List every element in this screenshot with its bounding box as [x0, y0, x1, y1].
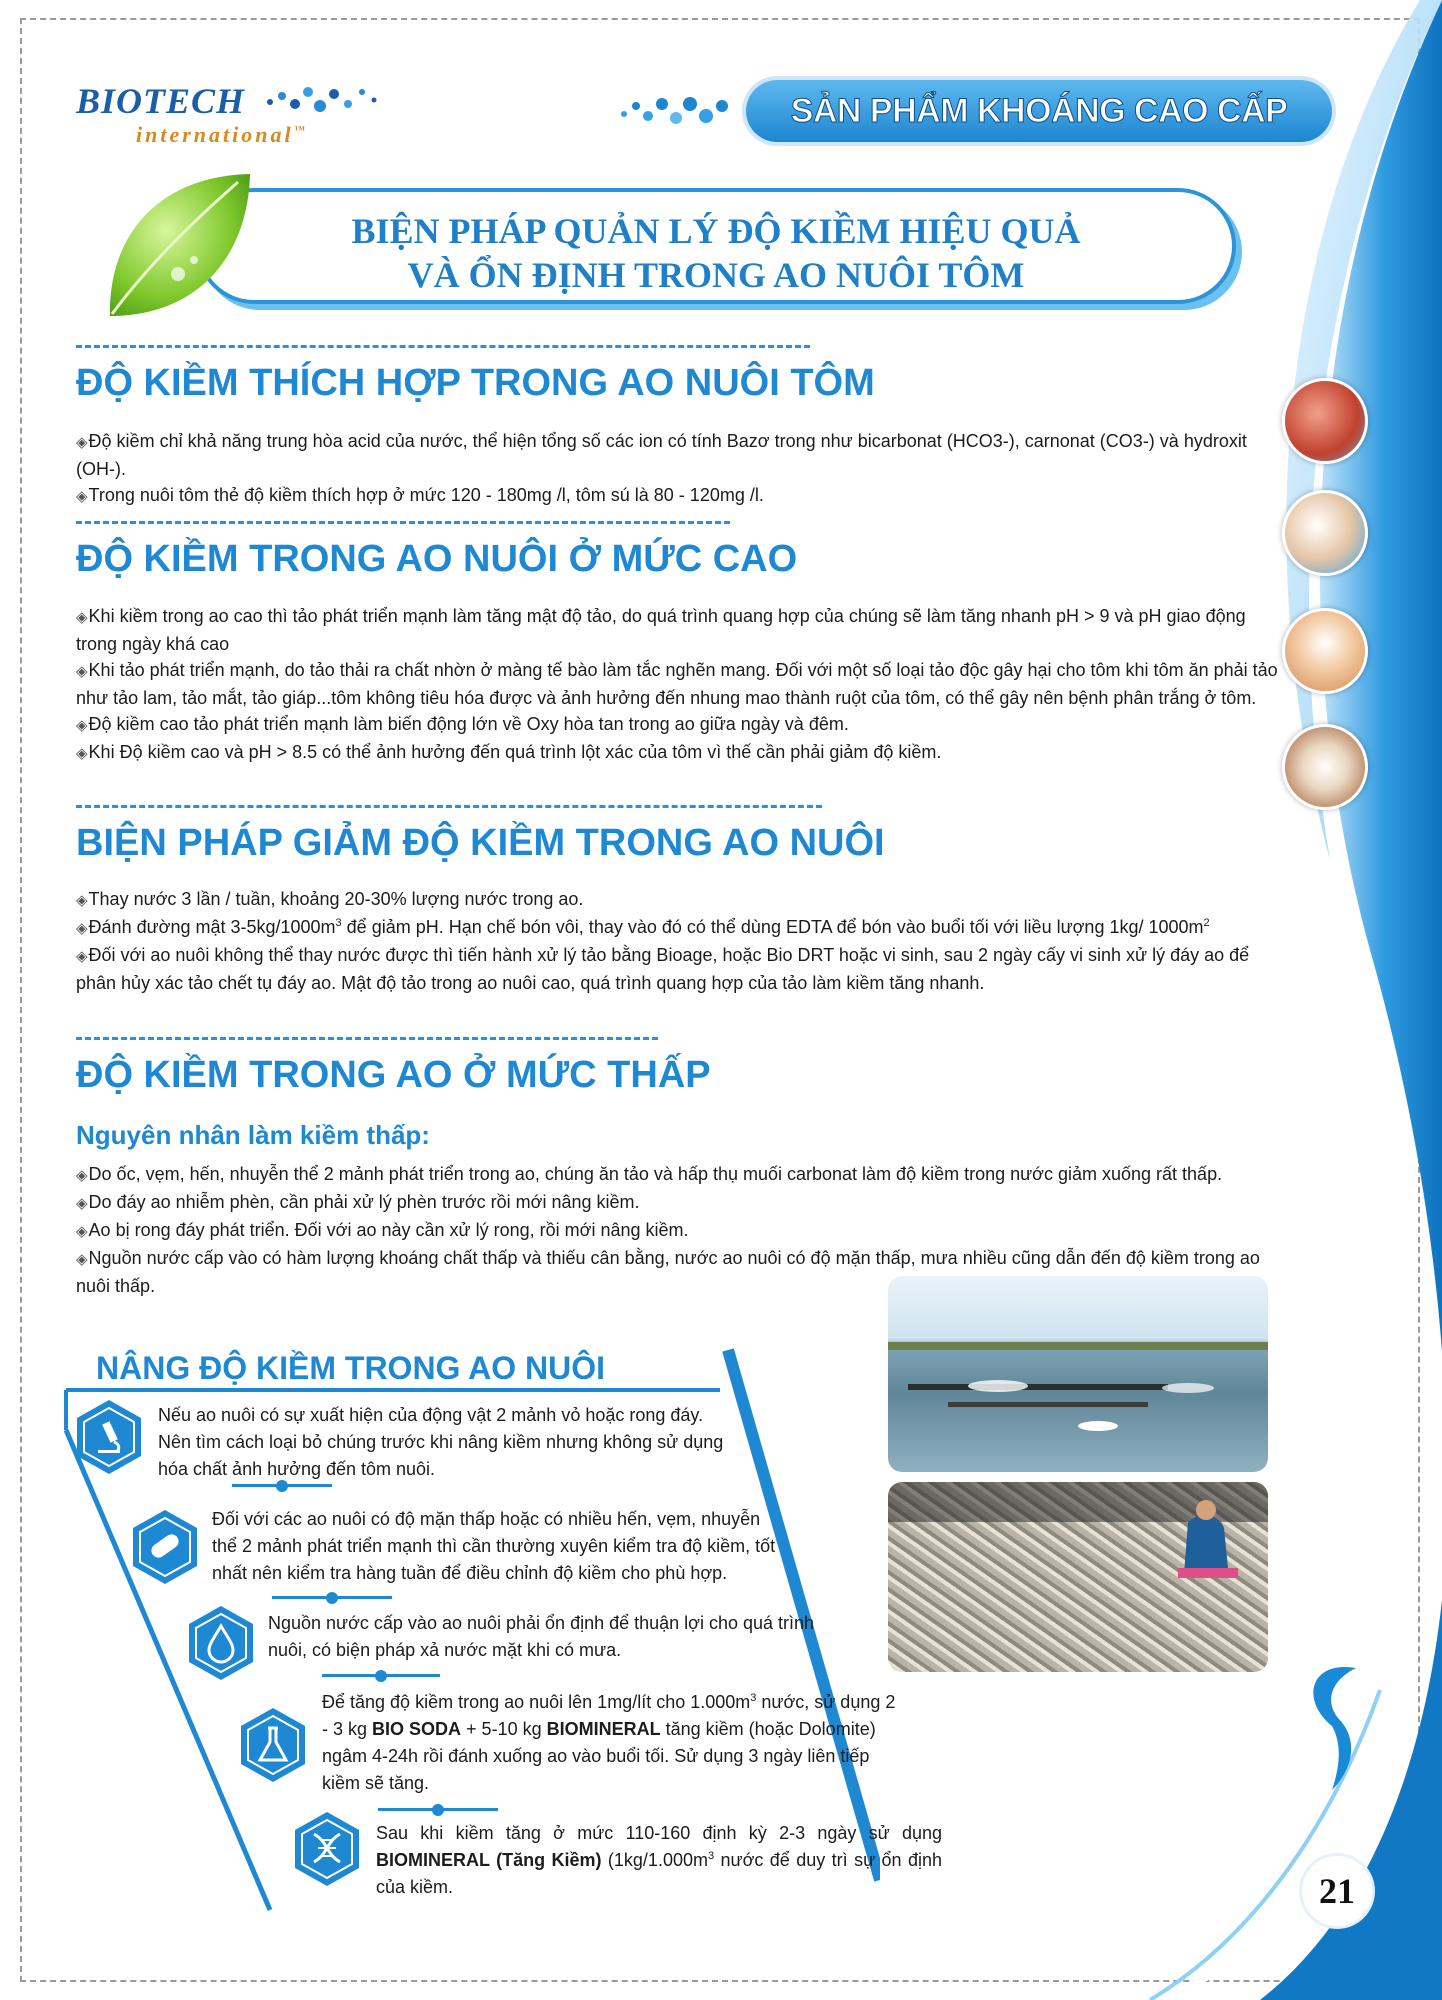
section-body-suitable: [76, 428, 1286, 510]
bullet-item: [76, 428, 1286, 482]
bullet-item: [76, 942, 1286, 996]
diamond-bullet-icon: ◈: [76, 948, 88, 965]
bullet-text: để giảm pH. Hạn chế bón vôi, thay vào đó có thể dùng EDTA để bón vào buổi tối với liều lượng 1kg/ 1000m: [341, 917, 1204, 937]
bullet-item: [76, 1189, 1286, 1217]
bullet-item: [76, 657, 1286, 711]
diamond-bullet-icon: ◈: [76, 892, 88, 909]
banner-dots-icon: [618, 86, 738, 136]
microscope-icon: [74, 1398, 144, 1476]
category-banner: [746, 80, 1332, 142]
capsule-icon: [130, 1508, 200, 1586]
diamond-bullet-icon: ◈: [76, 745, 88, 762]
step-connector: [378, 1808, 498, 1811]
diamond-bullet-icon: ◈: [76, 1167, 88, 1184]
step-connector: [322, 1674, 440, 1677]
bullet-item: [76, 886, 1286, 914]
flask-icon: [238, 1706, 308, 1784]
diamond-bullet-icon: ◈: [76, 609, 88, 626]
product-biomineral: BIOMINERAL (Tăng Kiềm): [376, 1850, 602, 1870]
section-heading-suitable: ĐỘ KIỀM THÍCH HỢP TRONG AO NUÔI TÔM: [76, 362, 875, 404]
product-bio-soda: BIO SODA: [372, 1719, 462, 1739]
superscript: 3: [707, 1850, 715, 1862]
step-text: nước để duy trì sự ổn định của kiềm.: [376, 1850, 942, 1897]
step-text: Để tăng độ kiềm trong ao nuôi lên 1mg/lít cho 1.000m: [322, 1692, 751, 1712]
bullet-text: Khi kiềm trong ao cao thì tảo phát triển mạnh làm tăng mật độ tảo, do quá trình quang hợp của chúng sẽ làm tăng nhanh pH > 9 và pH giao động trong ngày khá cao: [76, 606, 1246, 654]
section-divider: [76, 805, 822, 808]
title-line-2: VÀ ỔN ĐỊNH TRONG AO NUÔI TÔM: [407, 255, 1025, 295]
bullet-text: Khi tảo phát triển mạnh, do tảo thải ra chất nhờn ở màng tế bào làm tắc nghẽn mang. Đối với một số loại tảo độc gây hại cho tôm khi tôm ăn phải tảo như tảo lam, tảo mắt, tảo giáp...tôm không tiêu hóa được và ảnh hưởng đến nhung mao thành ruột của tôm, có thể gây nên bệnh phân trắng ở tôm.: [76, 660, 1278, 708]
step-text: tăng kiềm (hoặc Dolomite) ngâm 4-24h rồi đánh xuống ao vào buổi tối. Sử dụng 3 ngày liên tiếp kiềm sẽ tăng.: [322, 1719, 876, 1793]
bullet-text: Đánh đường mật 3-5kg/1000m: [88, 917, 336, 937]
bullet-item: [76, 1161, 1286, 1189]
section-heading-low: ĐỘ KIỀM TRONG AO Ở MỨC THẤP: [76, 1054, 711, 1096]
shrimp-harvest-photo: [888, 1482, 1268, 1672]
diamond-bullet-icon: ◈: [76, 1195, 88, 1212]
diamond-bullet-icon: ◈: [76, 1223, 88, 1240]
raise-step-4: [322, 1689, 896, 1797]
diamond-bullet-icon: ◈: [76, 663, 88, 680]
banner-label: SẢN PHẨM KHOÁNG CAO CẤP: [790, 92, 1288, 130]
diamond-bullet-icon: ◈: [76, 434, 88, 451]
shrimp-image: [1282, 490, 1368, 576]
superscript: 2: [1203, 917, 1210, 929]
dna-icon: [292, 1810, 362, 1888]
bullet-text: Do đáy ao nhiễm phèn, cần phải xử lý phèn trước rồi mới nâng kiềm.: [88, 1192, 640, 1212]
section-divider: [76, 345, 810, 348]
raise-heading: NÂNG ĐỘ KIỀM TRONG AO NUÔI: [96, 1350, 606, 1386]
brand-name: BIOTECH: [76, 81, 246, 121]
section-heading-reduce: BIỆN PHÁP GIẢM ĐỘ KIỀM TRONG AO NUÔI: [76, 822, 885, 864]
raise-step-5: [376, 1820, 942, 1901]
step-text: nước, sử dụng 2 - 3 kg: [322, 1692, 896, 1739]
section-divider: [76, 1037, 658, 1040]
section-divider: [76, 521, 730, 524]
cattle-image: [1282, 724, 1368, 810]
bullet-text: Do ốc, vẹm, hến, nhuyễn thể 2 mảnh phát triển trong ao, chúng ăn tảo và hấp thụ muối carbonat làm độ kiềm trong nước giảm xuống rất thấp.: [88, 1164, 1223, 1184]
leaf-icon: [98, 166, 258, 326]
bullet-text: Khi Độ kiềm cao và pH > 8.5 có thể ảnh hưởng đến quá trình lột xác của tôm vì thế cần phải giảm độ kiềm.: [88, 742, 942, 762]
product-biomineral: BIOMINERAL: [546, 1719, 661, 1739]
raise-step-3: Nguồn nước cấp vào ao nuôi phải ổn định để thuận lợi cho quá trình nuôi, có biện pháp xả nước mặt khi có mưa.: [268, 1613, 815, 1660]
bullet-text: Trong nuôi tôm thẻ độ kiềm thích hợp ở mức 120 - 180mg /l, tôm sú là 80 - 120mg /l.: [88, 485, 764, 505]
water-drop-icon: [186, 1604, 256, 1682]
raise-step-2: Đối với các ao nuôi có độ mặn thấp hoặc có nhiều hến, vẹm, nhuyễn thể 2 mảnh phát triển mạnh thì cần thường xuyên kiểm tra độ kiềm, tốt nhất nên kiểm tra hàng tuần để điều chỉnh độ kiềm cho phù hợp.: [212, 1509, 776, 1583]
step-connector: [272, 1596, 392, 1599]
brand-logo: [76, 80, 245, 122]
bullet-item: [76, 914, 1286, 942]
bullet-item: [76, 1217, 1286, 1245]
step-text: (1kg/1.000m: [601, 1850, 708, 1870]
superscript: 3: [335, 917, 342, 929]
page-number-badge: [1302, 1856, 1372, 1926]
bullet-text: Ao bị rong đáy phát triển. Đối với ao này cần xử lý rong, rồi mới nâng kiềm.: [88, 1220, 689, 1240]
section-heading-high: ĐỘ KIỀM TRONG AO NUÔI Ở MỨC CAO: [76, 538, 798, 580]
step-text: Sau khi kiềm tăng ở mức 110-160 định kỳ 2-3 ngày sử dụng: [376, 1823, 942, 1843]
step-text: + 5-10 kg: [461, 1719, 547, 1739]
bullet-text: Nguồn nước cấp vào có hàm lượng khoáng chất thấp và thiếu cân bằng, nước ao nuôi có độ mặn thấp, mưa nhiều cũng dẫn đến độ kiềm trong ao nuôi thấp.: [76, 1248, 1260, 1296]
raise-step-1: Nếu ao nuôi có sự xuất hiện của động vật 2 mảnh vỏ hoặc rong đáy. Nên tìm cách loại bỏ chúng trước khi nâng kiềm nhưng không sử dụng hóa chất ảnh hưởng đến tôm nuôi.: [158, 1405, 724, 1479]
bullet-item: [76, 482, 1286, 510]
section-body-high: [76, 603, 1286, 767]
poultry-image: [1282, 608, 1368, 694]
bullet-text: Đối với ao nuôi không thể thay nước được thì tiến hành xử lý tảo bằng Bioage, hoặc Bio DRT hoặc vi sinh, sau 2 ngày cấy vi sinh xử lý đáy ao để phân hủy xác tảo chết tụ đáy ao. Mật độ tảo trong ao nuôi cao, quá trình quang hợp của tảo làm kiềm tăng nhanh.: [76, 945, 1250, 993]
bullet-text: Độ kiềm chỉ khả năng trung hòa acid của nước, thể hiện tổng số các ion có tính Bazơ trong như bicarbonat (HCO3-), carnonat (CO3-) và hydroxit (OH-).: [76, 431, 1247, 479]
diamond-bullet-icon: ◈: [76, 488, 88, 505]
title-line-1: BIỆN PHÁP QUẢN LÝ ĐỘ KIỀM HIỆU QUẢ: [351, 211, 1081, 251]
bullet-item: [76, 739, 1286, 767]
diamond-bullet-icon: ◈: [76, 717, 88, 734]
bullet-item: [76, 603, 1286, 657]
bullet-item: [76, 711, 1286, 739]
step-connector: [232, 1484, 332, 1487]
cause-subheading: Nguyên nhân làm kiềm thấp:: [76, 1120, 430, 1150]
seafood-image: [1282, 378, 1368, 464]
trademark: ™: [293, 124, 308, 137]
brand-sub-text: international: [136, 122, 294, 147]
diamond-bullet-icon: ◈: [76, 1251, 88, 1268]
pond-aerator-photo: [888, 1276, 1268, 1472]
superscript: 3: [750, 1692, 757, 1704]
page-number: 21: [1319, 1871, 1355, 1911]
title-box: [196, 188, 1236, 304]
brand-subtitle: [136, 122, 308, 148]
diamond-bullet-icon: ◈: [76, 920, 88, 937]
logo-dots-icon: [262, 80, 382, 120]
bullet-text: Độ kiềm cao tảo phát triển mạnh làm biến động lớn về Oxy hòa tan trong ao giữa ngày và đêm.: [88, 714, 849, 734]
bullet-text: Thay nước 3 lần / tuần, khoảng 20-30% lượng nước trong ao.: [88, 889, 584, 909]
section-body-reduce: [76, 886, 1286, 996]
